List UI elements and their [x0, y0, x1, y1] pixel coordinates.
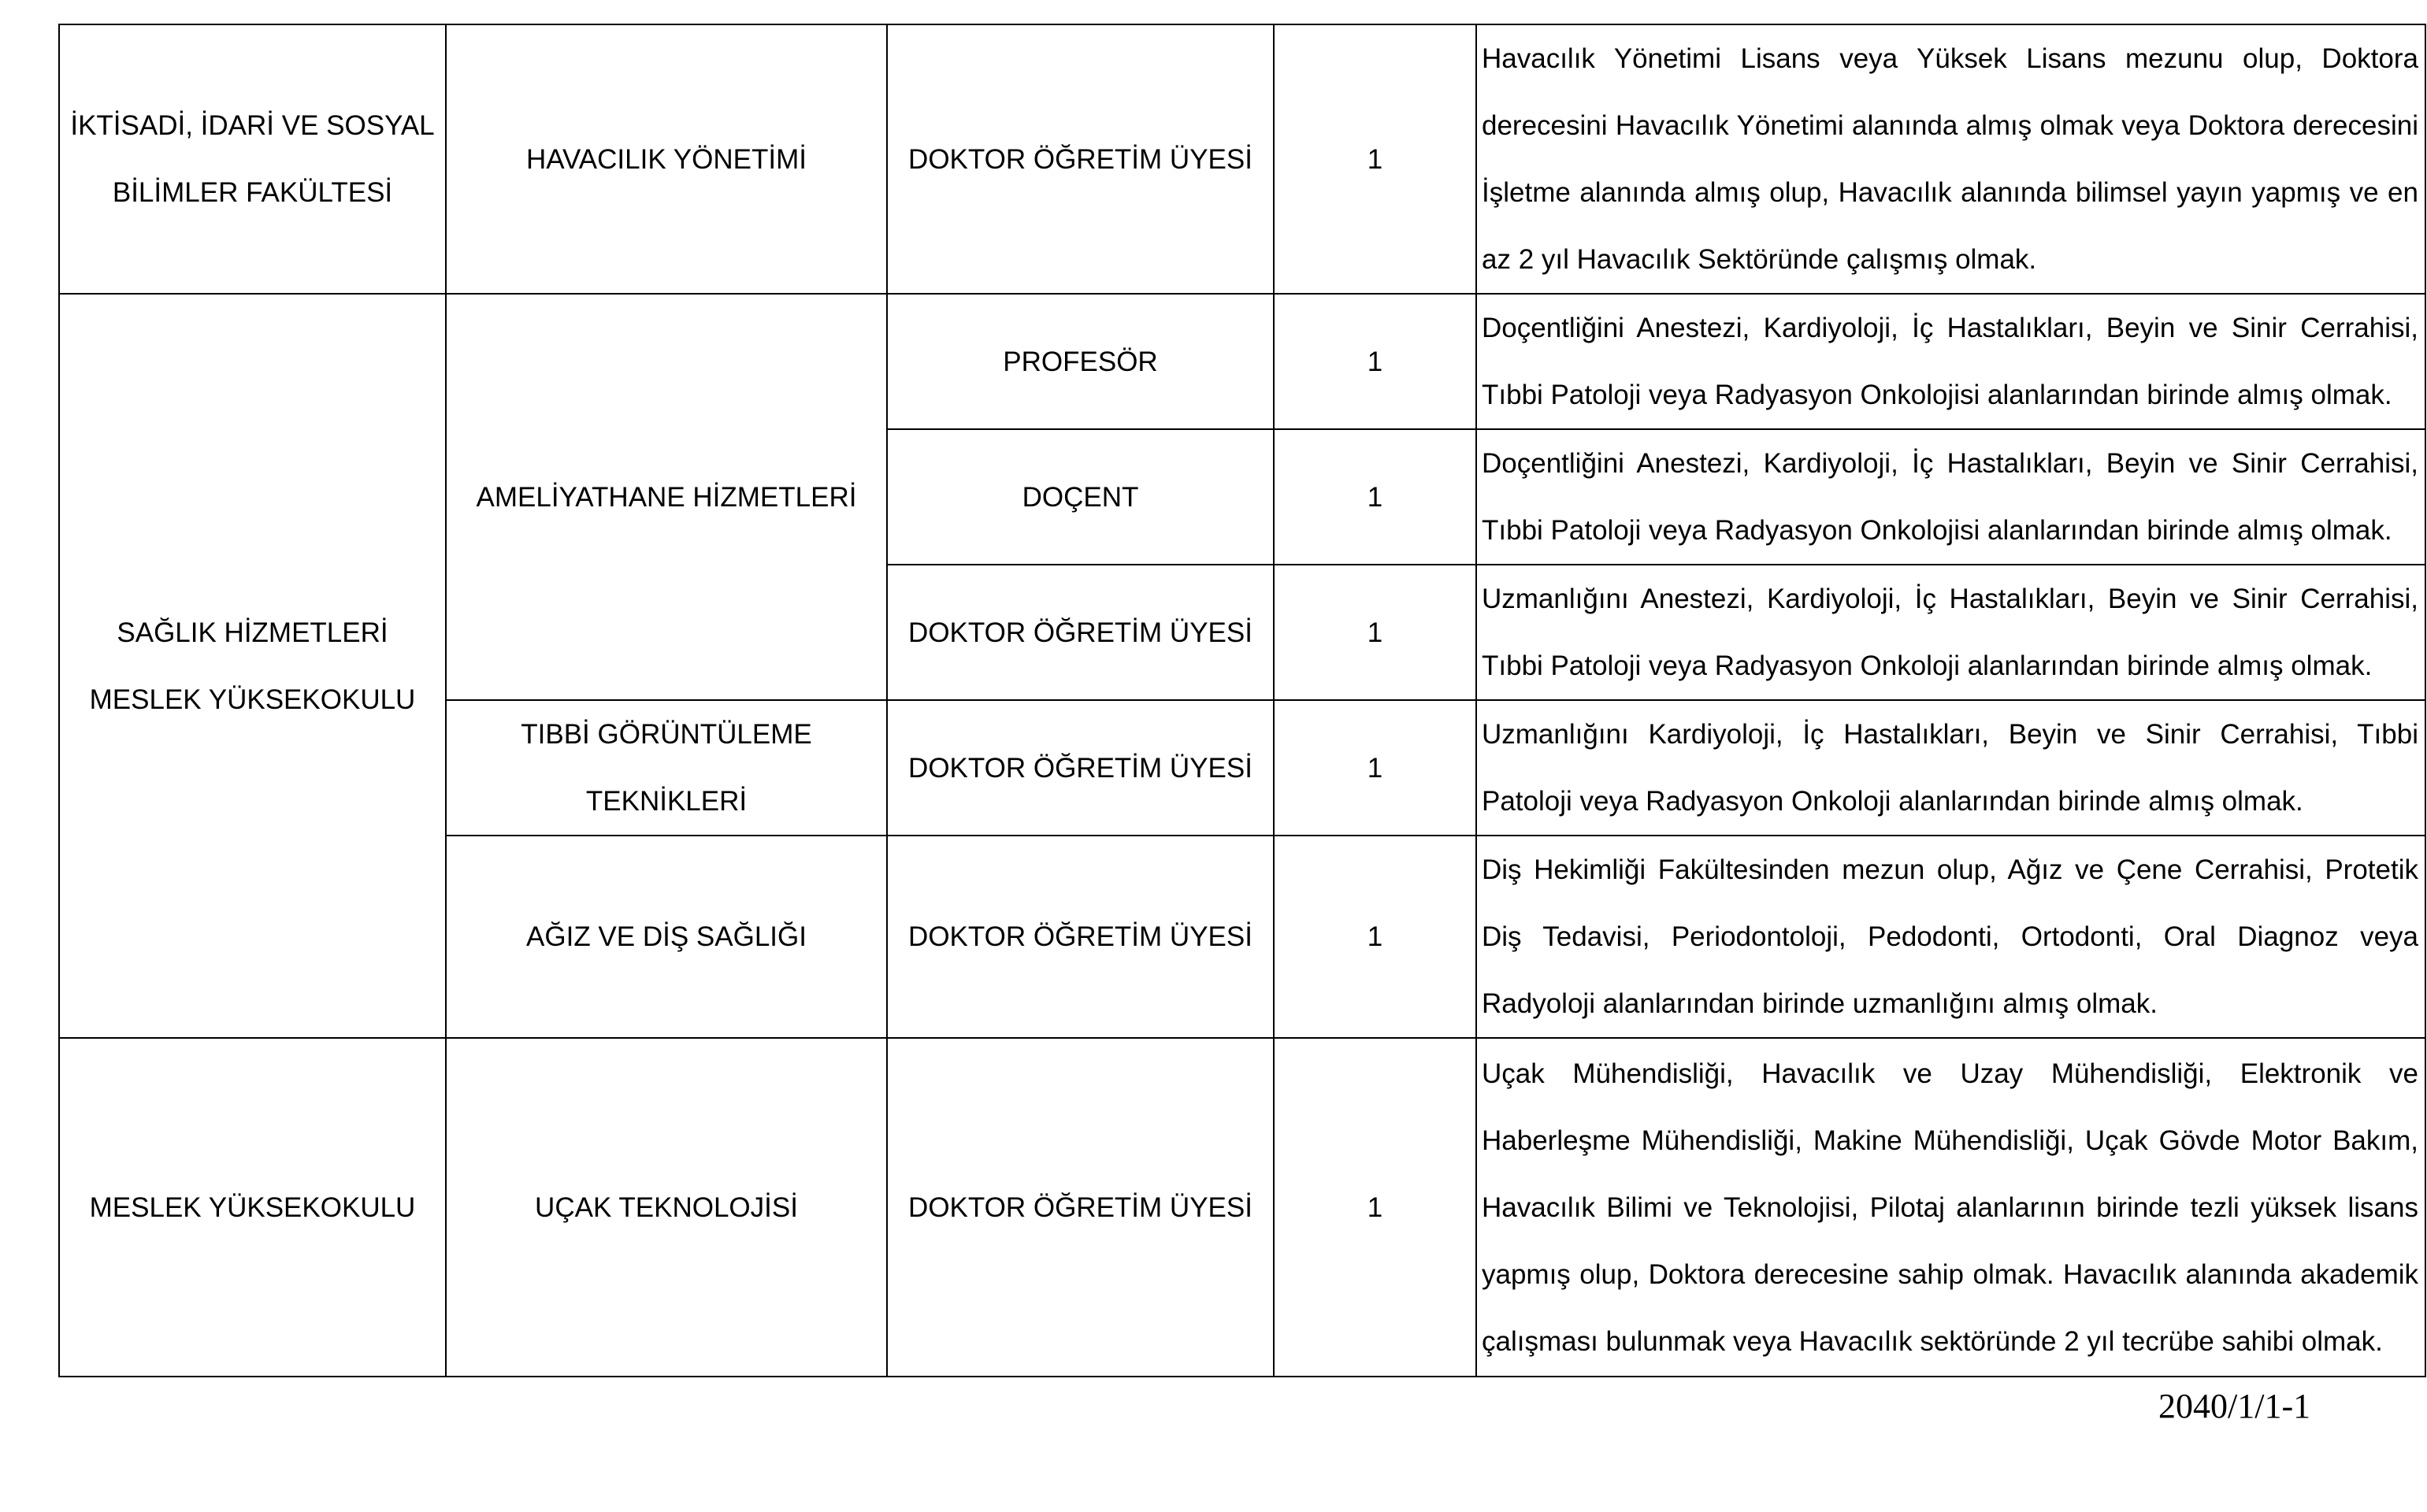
department-cell: HAVACILIK YÖNETİMİ	[446, 24, 887, 294]
requirement-cell: Uzmanlığını Anestezi, Kardiyoloji, İç Hastalıkları, Beyin ve Sinir Cerrahisi, Tıbbi Patoloji veya Radyasyon Onkoloji alanlarından birinde almış olmak.	[1476, 565, 2425, 700]
count-cell: 1	[1274, 565, 1476, 700]
requirement-cell: Havacılık Yönetimi Lisans veya Yüksek Lisans mezunu olup, Doktora derecesini Havacılık Yönetimi alanında almış olmak veya Doktora derecesini İşletme alanında almış olup, Havacılık alanında bilimsel yayın yapmış ve en az 2 yıl Havacılık Sektöründe çalışmış olmak.	[1476, 24, 2425, 294]
count-cell: 1	[1274, 700, 1476, 836]
title-cell: DOKTOR ÖĞRETİM ÜYESİ	[887, 1038, 1274, 1377]
faculty-cell: SAĞLIK HİZMETLERİ MESLEK YÜKSEKOKULU	[59, 294, 446, 1038]
requirement-cell: Doçentliğini Anestezi, Kardiyoloji, İç Hastalıkları, Beyin ve Sinir Cerrahisi, Tıbbi Patoloji veya Radyasyon Onkolojisi alanlarından birinde almış olmak.	[1476, 429, 2425, 565]
count-cell: 1	[1274, 836, 1476, 1038]
faculty-cell: İKTİSADİ, İDARİ VE SOSYAL BİLİMLER FAKÜLTESİ	[59, 24, 446, 294]
faculty-cell: MESLEK YÜKSEKOKULU	[59, 1038, 446, 1377]
table-row	[59, 294, 2425, 429]
department-cell: AMELİYATHANE HİZMETLERİ	[446, 294, 887, 700]
title-cell: PROFESÖR	[887, 294, 1274, 429]
title-cell: DOKTOR ÖĞRETİM ÜYESİ	[887, 836, 1274, 1038]
department-cell: UÇAK TEKNOLOJİSİ	[446, 1038, 887, 1377]
requirement-cell: Diş Hekimliği Fakültesinden mezun olup, Ağız ve Çene Cerrahisi, Protetik Diş Tedavisi, Periodontoloji, Pedodonti, Ortodonti, Oral Diagnoz veya Radyoloji alanlarından birinde uzmanlığını almış olmak.	[1476, 836, 2425, 1038]
table-row	[59, 1038, 2425, 1377]
department-cell: TIBBİ GÖRÜNTÜLEME TEKNİKLERİ	[446, 700, 887, 836]
department-cell: AĞIZ VE DİŞ SAĞLIĞI	[446, 836, 887, 1038]
count-cell: 1	[1274, 429, 1476, 565]
requirement-cell: Uzmanlığını Kardiyoloji, İç Hastalıkları, Beyin ve Sinir Cerrahisi, Tıbbi Patoloji veya Radyasyon Onkoloji alanlarından birinde almış olmak.	[1476, 700, 2425, 836]
title-cell: DOÇENT	[887, 429, 1274, 565]
position-listing-table	[58, 24, 2426, 1377]
document-reference-number: 2040/1/1-1	[2158, 1387, 2311, 1425]
count-cell: 1	[1274, 1038, 1476, 1377]
count-cell: 1	[1274, 24, 1476, 294]
requirement-cell: Doçentliğini Anestezi, Kardiyoloji, İç Hastalıkları, Beyin ve Sinir Cerrahisi, Tıbbi Patoloji veya Radyasyon Onkolojisi alanlarından birinde almış olmak.	[1476, 294, 2425, 429]
title-cell: DOKTOR ÖĞRETİM ÜYESİ	[887, 565, 1274, 700]
table-row	[59, 24, 2425, 294]
count-cell: 1	[1274, 294, 1476, 429]
title-cell: DOKTOR ÖĞRETİM ÜYESİ	[887, 700, 1274, 836]
requirement-cell: Uçak Mühendisliği, Havacılık ve Uzay Mühendisliği, Elektronik ve Haberleşme Mühendisliği, Makine Mühendisliği, Uçak Gövde Motor Bakım, Havacılık Bilimi ve Teknolojisi, Pilotaj alanlarının birinde tezli yüksek lisans yapmış olup, Doktora derecesine sahip olmak. Havacılık alanında akademik çalışması bulunmak veya Havacılık sektöründe 2 yıl tecrübe sahibi olmak.	[1476, 1038, 2425, 1377]
title-cell: DOKTOR ÖĞRETİM ÜYESİ	[887, 24, 1274, 294]
